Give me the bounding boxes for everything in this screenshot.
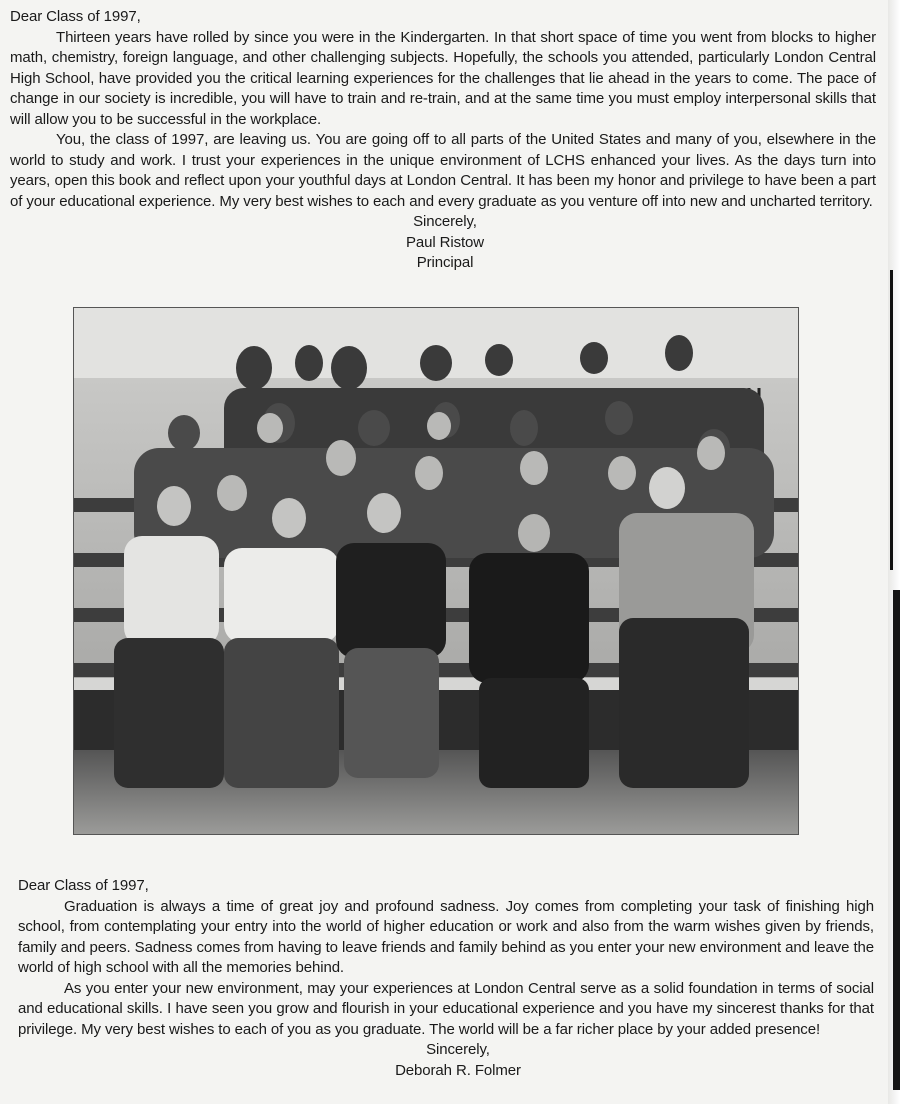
page-edge (888, 0, 900, 1104)
signature-block (10, 212, 880, 274)
class-group-photo (73, 307, 799, 835)
edge-bar (890, 270, 893, 570)
letter-paragraph: Thirteen years have rolled by since you were in the Kindergarten. In that short space of time you went from blocks to higher math, chemistry, foreign language, and other challenging subjects. Hopefully, the schools you attended, particularly London Central High School, have provided you the critical learning experiences for the challenges that lie ahead in the years to come. The pace of change in our society is incredible, you will have to train and re-train, and at the same time you must employ interpersonal skills that will allow you to be successful in the workplace. (10, 28, 876, 128)
letter-paragraph: Graduation is always a time of great joy and profound sadness. Joy comes from completing your task of finishing high school, from contemplating your entry into the world of higher education or work and also from the warm wishes given by friends, family and peers. Sadness comes from having to leave friends and family behind as you enter your new environment and leave the world of high school with all the memories behind. (18, 897, 874, 976)
closing-text: Sincerely, (426, 1041, 490, 1058)
letter-greeting: Dear Class of 1997, (10, 8, 141, 25)
principal-letter (10, 7, 876, 274)
signer-name: Deborah R. Folmer (395, 1061, 521, 1079)
photo-illustration (74, 308, 798, 834)
signer-name: Paul Ristow (405, 233, 485, 251)
counselor-letter (18, 876, 874, 1081)
signature-block (18, 1040, 898, 1081)
signer-title: Principal (416, 254, 474, 271)
edge-bar (893, 590, 900, 1090)
letter-greeting: Dear Class of 1997, (18, 877, 149, 894)
closing-text: Sincerely, (413, 213, 477, 230)
letter-paragraph: As you enter your new environment, may your experiences at London Central serve as a solid foundation in terms of social and educational skills. I have seen you grow and flourish in your educational experience and you have my sincerest thanks for that privilege. My very best wishes to each of you as you graduate. The world will be a far richer place by your added presence! (18, 979, 874, 1038)
letter-paragraph: You, the class of 1997, are leaving us. You are going off to all parts of the United States and many of you, elsewhere in the world to study and work. I trust your experiences in the unique environment of LCHS enhanced your lives. As the days turn into years, open this book and reflect upon your youthful days at London Central. It has been my honor and privilege to have been a part of your educational experience. My very best wishes to each and every graduate as you venture off into new and uncharted territory. (10, 131, 876, 210)
